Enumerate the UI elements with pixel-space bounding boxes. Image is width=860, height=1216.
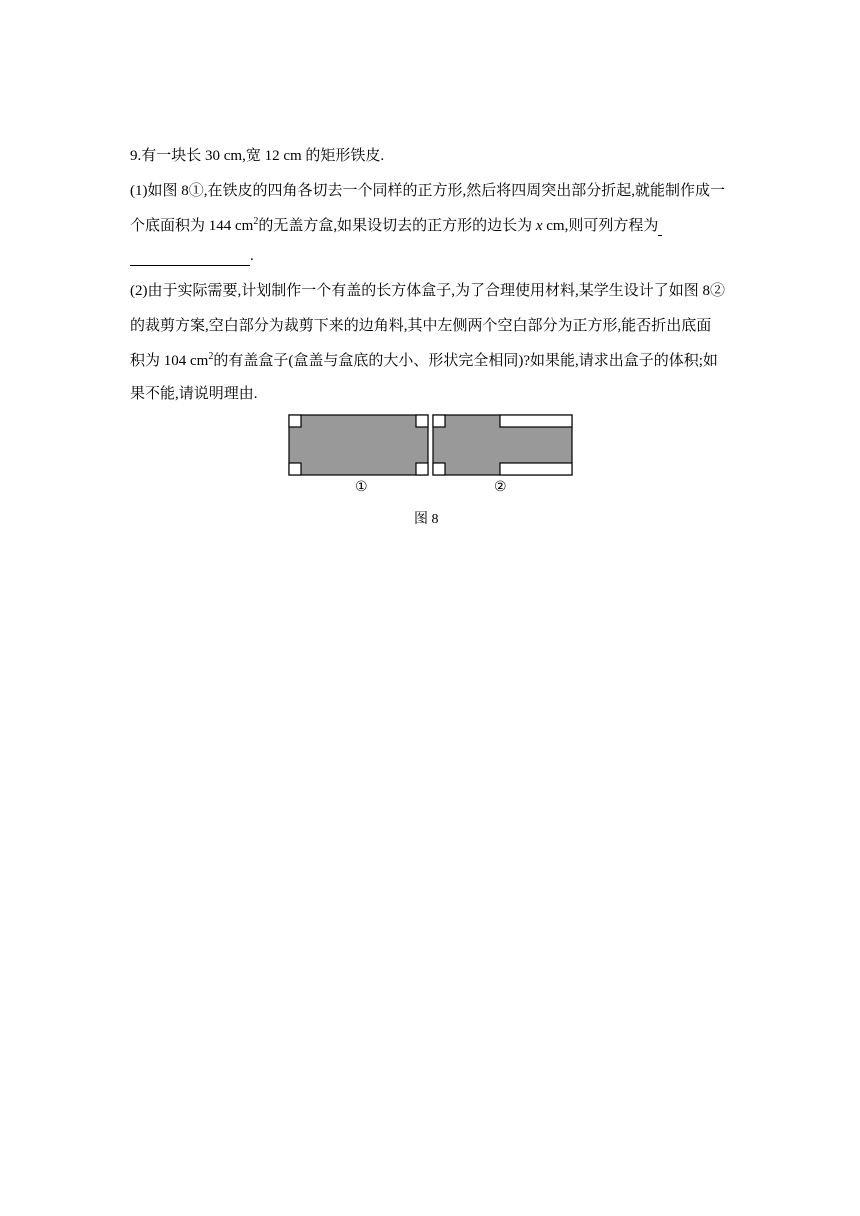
part1-text-1: 个底面积为 144 cm	[130, 218, 254, 234]
figure-8	[288, 414, 574, 478]
corner-cut-bottom-right	[416, 463, 428, 475]
part2-line-d: 果不能,请说明理由.	[130, 386, 258, 402]
right-strip-top	[500, 415, 572, 427]
figure-2-sheet	[433, 415, 572, 475]
figure-caption: 图 8	[414, 512, 439, 527]
part1-line-a: (1)如图 8①,在铁皮的四角各切去一个同样的正方形,然后将四周突出部分折起,就能制作成一	[130, 183, 725, 199]
part1-text-3: cm,则可列方程为	[542, 218, 659, 234]
superscript: 2	[253, 216, 259, 227]
part2-text-1: 积为 104 cm	[130, 353, 209, 369]
part1-line-b	[130, 216, 730, 236]
part2-line-b: 的裁剪方案,空白部分为裁剪下来的边角料,其中左侧两个空白部分为正方形,能否折出底面	[130, 318, 712, 334]
part2-line-a: (2)由于实际需要,计划制作一个有盖的长方体盒子,为了合理使用材料,某学生设计了如图 8②	[130, 283, 725, 299]
corner-cut-top-left	[289, 415, 301, 427]
sheet-1-outline	[289, 415, 428, 475]
corner-cut-bottom-left	[289, 463, 301, 475]
figure-1-label: ①	[355, 479, 368, 495]
variable-x: x	[535, 218, 543, 234]
right-strip-bottom	[500, 463, 572, 475]
part2-line-c	[130, 351, 730, 371]
answer-blank	[130, 251, 250, 266]
superscript: 2	[208, 351, 214, 362]
left-square-top	[433, 415, 445, 427]
part1-line-c	[130, 246, 730, 266]
figure-1-sheet	[289, 415, 428, 475]
corner-cut-top-right	[416, 415, 428, 427]
left-square-bottom	[433, 463, 445, 475]
problem-title: 9.有一块长 30 cm,宽 12 cm 的矩形铁皮.	[130, 148, 385, 164]
period: .	[250, 248, 254, 264]
blank-start	[658, 221, 662, 236]
figure-2-label: ②	[494, 479, 507, 495]
part2-text-2: 的有盖盒子(盒盖与盒底的大小、形状完全相同)?如果能,请求出盒子的体积;如	[213, 353, 718, 369]
part1-text-2: 的无盖方盒,如果设切去的正方形的边长为	[258, 218, 536, 234]
